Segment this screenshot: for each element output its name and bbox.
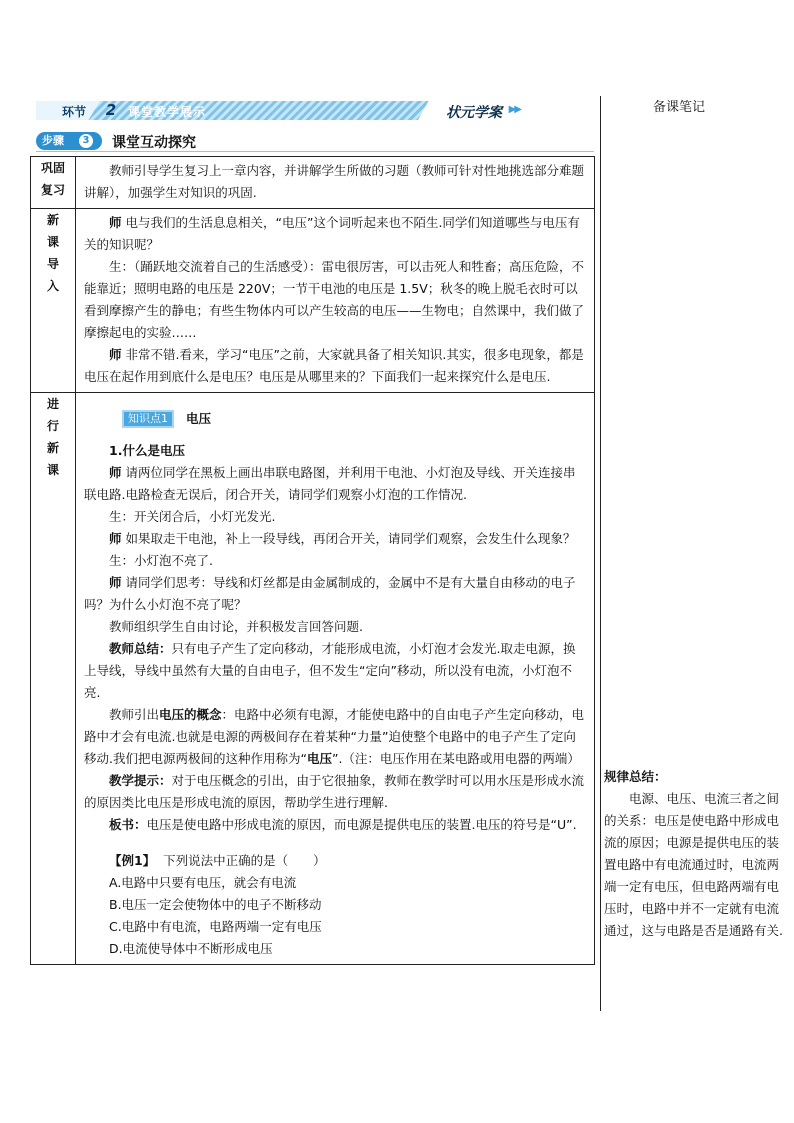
label-line: 课 xyxy=(46,235,59,249)
label-line: 复习 xyxy=(40,183,65,197)
knowledge-point-header xyxy=(122,408,586,430)
banner-number: 2 xyxy=(105,101,117,119)
bold-label: 板书： xyxy=(109,817,147,832)
step-number: 3 xyxy=(79,134,93,148)
row-label-lesson xyxy=(31,393,76,965)
paragraph: 生：开关闭合后，小灯光发光. xyxy=(109,509,276,524)
example-label: 【例1】 xyxy=(109,853,156,868)
example-option: B.电压一定会使物体中的电子不断移动 xyxy=(109,897,322,912)
bold-label: 教学提示： xyxy=(109,773,172,788)
note-title: 规律总结： xyxy=(604,769,667,784)
example-question xyxy=(84,850,586,872)
row-lesson xyxy=(31,393,595,965)
bold-term: 电压 xyxy=(306,751,332,766)
paragraph xyxy=(84,344,586,388)
label-line: 新 xyxy=(46,441,59,455)
row-label-intro xyxy=(31,209,76,393)
row-review xyxy=(31,157,595,209)
step-title: 课堂互动探究 xyxy=(112,135,196,151)
paragraph-text: 教师引出 xyxy=(109,707,160,722)
bold-term: 电压的概念 xyxy=(159,707,222,722)
label-line: 入 xyxy=(46,279,59,293)
rule-summary-note xyxy=(604,766,786,942)
paragraph-text: 只有电子产生了定向移动，才能形成电流，小灯泡才会发光.取走电源，换上导线，导线中虽然有大量的自由电子，但不发生“定向”移动，所以没有电流，小灯泡不亮. xyxy=(84,641,576,700)
review-text: 教师引导学生复习上一章内容，并讲解学生所做的习题（教师可针对性地挑选部分难题讲解），加强学生对知识的巩固. xyxy=(84,163,585,200)
paragraph-text: 如果取走干电池，补上一段导线，再闭合开关，请同学们观察，会发生什么现象？ xyxy=(125,531,576,546)
step-label: 步骤 xyxy=(42,134,64,147)
row-intro xyxy=(31,209,595,393)
banner-title: 课堂教学展示 xyxy=(128,105,207,119)
row-label-review xyxy=(31,157,76,209)
section-banner xyxy=(36,101,594,120)
paragraph-text: 电压是使电路中形成电流的原因，而电源是提供电压的装置.电压的符号是“U”. xyxy=(146,817,577,832)
paragraph xyxy=(84,814,586,836)
lesson-content xyxy=(76,393,595,965)
label-line: 巩固 xyxy=(40,161,65,175)
speaker: 师 xyxy=(109,531,122,546)
double-arrow-icon: ▶▶ xyxy=(508,104,520,115)
speaker: 师 xyxy=(109,575,122,590)
paragraph xyxy=(84,212,586,256)
paragraph-text: 对于电压概念的引出，由于它很抽象，教师在教学时可以用水压是形成水流的原因类比电压是形成电流的原因，帮助学生进行理解. xyxy=(84,773,585,810)
notes-header: 备课笔记 xyxy=(653,100,706,115)
paragraph: 生：小灯泡不亮了. xyxy=(109,553,213,568)
paragraph-text: 非常不错.看来，学习“电压”之前，大家就具备了相关知识.其实，很多电现象，都是电压在起作用到底什么是电压？电压是从哪里来的？下面我们一起来探究什么是电压. xyxy=(84,347,584,384)
intro-content xyxy=(76,209,595,393)
knowledge-point-title: 电压 xyxy=(186,411,212,426)
notes-column-divider xyxy=(600,96,601,1011)
knowledge-point-tag: 知识点1 xyxy=(122,410,174,428)
label-line: 进 xyxy=(46,397,59,411)
label-line: 新 xyxy=(46,213,59,227)
paragraph xyxy=(84,770,586,814)
speaker: 师 xyxy=(109,465,122,480)
step-underline xyxy=(36,151,594,152)
speaker: 师 xyxy=(109,347,122,362)
review-content xyxy=(76,157,595,209)
paragraph-text: ：电路中必须有电源，才能使电路中的自由电子产生定向移动，电路中才会有电流.也就是电源的两极间存在着某种“力量”迫使整个电路中的电子产生了定向移动.我们把电源两极间的这种作用称为“ xyxy=(84,707,585,766)
example-option: C.电路中有电流，电路两端一定有电压 xyxy=(109,919,322,934)
paragraph xyxy=(84,638,586,704)
banner-brand-plate xyxy=(418,101,594,120)
label-line: 课 xyxy=(46,463,59,477)
paragraph xyxy=(84,704,586,770)
paragraph: 生：（踊跃地交流着自己的生活感受）：雷电很厉害，可以击死人和牲畜；高压危险，不能靠近；照明电路的电压是 220V；一节干电池的电压是 1.5V；秋冬的晚上脱毛衣时可以看到摩擦产生的静电；有些生物体内可以产生较高的电压——生物电；自然课中，我们做了摩擦起电的实验…… xyxy=(84,259,585,340)
label-line: 导 xyxy=(46,257,59,271)
paragraph xyxy=(84,572,586,616)
example-option: D.电流使导体中不断形成电压 xyxy=(109,941,273,956)
example-option: A.电路中只要有电压，就会有电流 xyxy=(109,875,297,890)
banner-label: 环节 xyxy=(62,105,87,119)
bold-label: 教师总结： xyxy=(109,641,172,656)
paragraph: 教师组织学生自由讨论，并积极发言回答问题. xyxy=(109,619,363,634)
paragraph xyxy=(84,462,586,506)
banner-brand: 状元学案 xyxy=(446,105,502,121)
note-text: 电源、电压、电流三者之间的关系：电压是使电路中形成电流的原因；电源是提供电压的装置电路中有电流通过时，电流两端一定有电压，但电路两端有电压时，电路中并不一定就有电流通过，这与电路是否是通路有关. xyxy=(604,791,783,938)
lesson-table xyxy=(30,156,595,965)
spacer xyxy=(84,836,586,850)
paragraph-text: 电与我们的生活息息相关，“电压”这个词听起来也不陌生.同学们知道哪些与电压有关的知识呢？ xyxy=(84,215,580,252)
paragraph-text: 请两位同学在黑板上画出串联电路图，并利用干电池、小灯泡及导线、开关连接串联电路.电路检查无误后，闭合开关，请同学们观察小灯泡的工作情况. xyxy=(84,465,576,502)
sub-heading: 1.什么是电压 xyxy=(109,443,185,458)
paragraph xyxy=(84,528,586,550)
paragraph-text: ”.（注：电压作用在某电路或用电器的两端） xyxy=(331,751,580,766)
paragraph-text: 请同学们思考：导线和灯丝都是由金属制成的，金属中不是有大量自由移动的电子吗？为什么小灯泡不亮了呢？ xyxy=(84,575,576,612)
example-question-text: 下列说法中正确的是（ ） xyxy=(163,853,326,868)
label-line: 行 xyxy=(46,419,59,433)
speaker: 师 xyxy=(109,215,122,230)
